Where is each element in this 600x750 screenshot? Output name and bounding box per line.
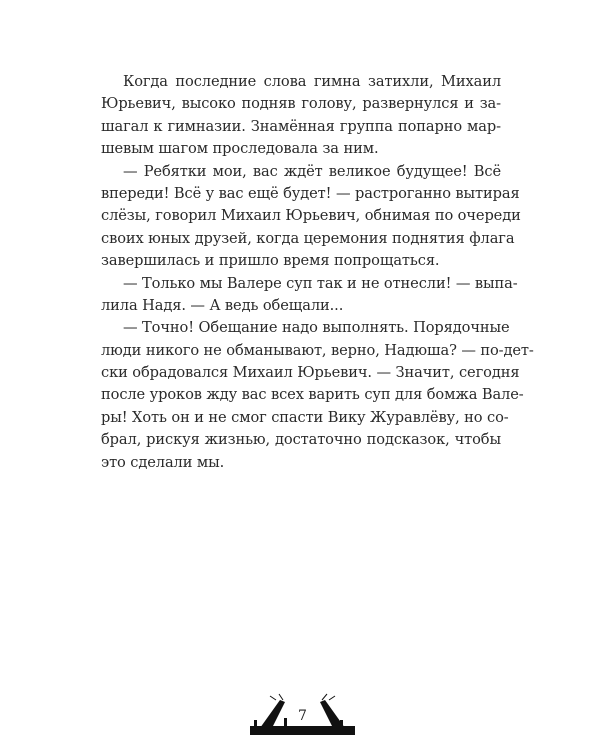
- text-line: ски обрадовался Михаил Юрьевич. — Значит, сегодня: [101, 364, 520, 382]
- paragraph: [101, 317, 534, 474]
- page-footer: [250, 690, 355, 735]
- text-line: после уроков жду вас всех варить суп для бомжа Вале-: [101, 386, 524, 404]
- paragraph: [101, 161, 521, 273]
- text-line: слёзы, говорил Михаил Юрьевич, обнимая по очереди: [101, 207, 521, 225]
- text-line: лила Надя. — А ведь обещали...: [101, 296, 344, 314]
- text-line: завершилась и пришло время попрощаться.: [101, 252, 440, 270]
- text-line: брал, рискуя жизнью, достаточно подсказок, чтобы: [101, 431, 501, 449]
- text-line: — Только мы Валере суп так и не отнесли! — выпа-: [123, 274, 518, 292]
- text-line: своих юных друзей, когда церемония поднятия флага: [101, 229, 515, 247]
- text-line: Юрьевич, высоко подняв голову, развернулся и за-: [101, 95, 501, 113]
- paragraph: [101, 71, 501, 161]
- text-line: ры! Хоть он и не смог спасти Вику Журавлёву, но со-: [101, 408, 509, 426]
- page-number: 7: [298, 708, 307, 724]
- paragraph: [101, 273, 518, 318]
- text-line: — Точно! Обещание надо выполнять. Порядочные: [123, 319, 510, 337]
- text-line: Когда последние слова гимна затихли, Михаил: [123, 73, 501, 90]
- text-line: люди никого не обманывают, верно, Надюша? — по-дет-: [101, 341, 534, 359]
- text-line: впереди! Всё у вас ещё будет! — растроганно вытирая: [101, 184, 520, 202]
- text-line: — Ребятки мои, вас ждёт великое будущее! Всё: [123, 162, 501, 180]
- text-line: шевым шагом проследовала за ним.: [101, 140, 379, 158]
- text-line: это сделали мы.: [101, 453, 225, 471]
- text-line: шагал к гимназии. Знамённая группа попарно мар-: [101, 117, 501, 135]
- page-body-text: [101, 71, 534, 474]
